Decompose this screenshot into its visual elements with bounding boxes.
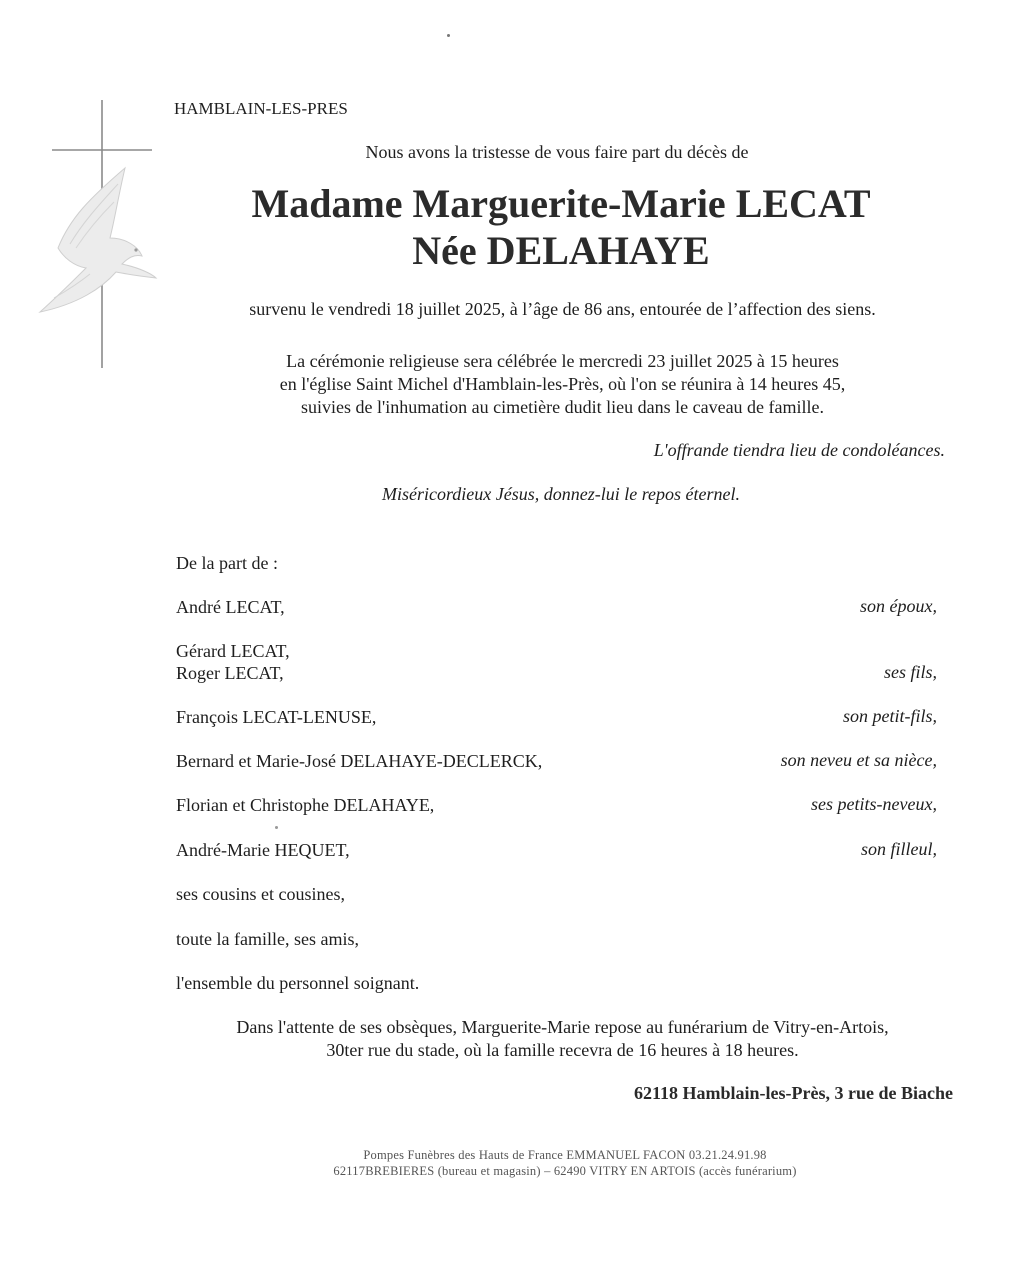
family-member-name: Bernard et Marie-José DELAHAYE-DECLERCK, [176,751,543,771]
family-other: toute la famille, ses amis, [176,929,359,949]
announcement-intro: Nous avons la tristesse de vous faire part du décès de [365,142,749,162]
family-relation: son filleul, [861,839,937,859]
death-line: survenu le vendredi 18 juillet 2025, à l’âge de 86 ans, entourée de l’affection des siens. [249,299,876,319]
family-relation: son époux, [860,596,937,616]
ceremony-line: en l'église Saint Michel d'Hamblain-les-Près, où l'on se réunira à 14 heures 45, [279,374,846,394]
deceased-name: Madame Marguerite-Marie LECAT [251,181,871,226]
prayer-line: Miséricordieux Jésus, donnez-lui le repos éternel. [381,484,741,504]
speck [275,826,278,829]
family-member-name: Florian et Christophe DELAHAYE, [176,795,435,815]
ceremony-line: suivies de l'inhumation au cimetière dudit lieu dans le caveau de famille. [300,397,825,417]
offrande-note: L'offrande tiendra lieu de condoléances. [653,440,945,460]
funerarium-line: Dans l'attente de ses obsèques, Marguerite-Marie repose au funérarium de Vitry-en-Artois, [236,1017,889,1037]
family-intro: De la part de : [176,553,278,573]
funeral-home-line: Pompes Funèbres des Hauts de France EMMANUEL FACON 03.21.24.91.98 [363,1148,767,1162]
ceremony-line: La cérémonie religieuse sera célébrée le mercredi 23 juillet 2025 à 15 heures [286,351,839,371]
family-other: ses cousins et cousines, [176,884,345,904]
town-heading: HAMBLAIN-LES-PRES [174,99,348,118]
family-relation: ses fils, [883,662,937,682]
family-relation: son neveu et sa nièce, [780,750,937,770]
family-member-name: Gérard LECAT, [176,641,290,661]
family-member-name: André-Marie HEQUET, [176,840,350,860]
funeral-home-line: 62117BREBIERES (bureau et magasin) – 62490 VITRY EN ARTOIS (accès funérarium) [333,1164,797,1178]
funerarium-line: 30ter rue du stade, où la famille recevra de 16 heures à 18 heures. [326,1040,799,1060]
family-address: 62118 Hamblain-les-Près, 3 rue de Biache [634,1083,953,1103]
maiden-name: Née DELAHAYE [412,228,710,273]
family-other: l'ensemble du personnel soignant. [176,973,420,993]
speck [447,34,450,37]
family-member-name: François LECAT-LENUSE, [176,707,377,727]
family-relation: ses petits-neveux, [811,794,937,814]
family-relation: son petit-fils, [843,706,937,726]
family-member-name: Roger LECAT, [176,663,284,683]
family-member-name: André LECAT, [176,597,285,617]
